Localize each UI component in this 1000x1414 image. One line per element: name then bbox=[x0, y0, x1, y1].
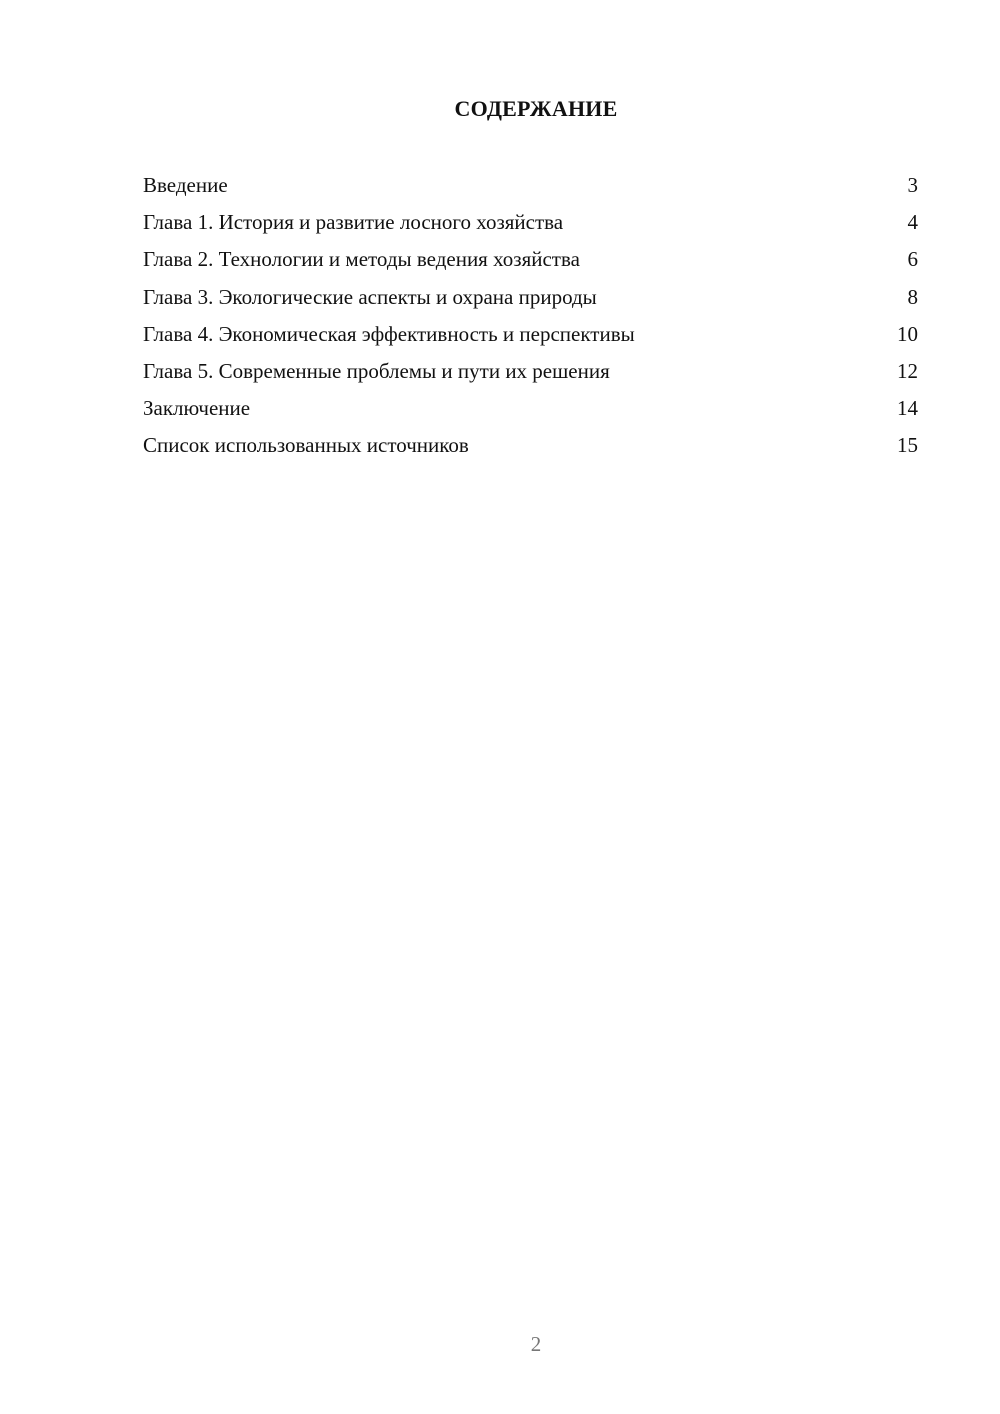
toc-entry-chapter-3 bbox=[143, 282, 918, 319]
toc-entry-chapter-2 bbox=[143, 244, 918, 281]
toc-entry-page: 8 bbox=[907, 284, 918, 309]
toc-entry-page: 6 bbox=[907, 247, 918, 272]
toc-entry-page: 3 bbox=[907, 173, 918, 197]
toc-entry-label: Список использованных источников bbox=[143, 433, 469, 458]
toc-entry-chapter-1 bbox=[143, 207, 918, 244]
table-of-contents bbox=[143, 170, 918, 468]
toc-entry-page: 14 bbox=[897, 396, 918, 421]
toc-entry-conclusion bbox=[143, 393, 918, 430]
toc-entry-chapter-4 bbox=[143, 319, 918, 356]
toc-entry-label: Глава 3. Экологические аспекты и охрана природы bbox=[143, 284, 597, 309]
toc-entry-introduction bbox=[143, 170, 918, 207]
toc-entry-page: 15 bbox=[897, 433, 918, 458]
toc-entry-label: Глава 1. История и развитие лосного хозяйства bbox=[143, 210, 564, 235]
toc-entry-references bbox=[143, 430, 918, 467]
page-number: 2 bbox=[530, 1332, 542, 1356]
toc-entry-page: 10 bbox=[897, 321, 918, 346]
toc-entry-page: 12 bbox=[897, 358, 918, 383]
toc-entry-chapter-5 bbox=[143, 356, 918, 393]
toc-entry-label: Введение bbox=[143, 173, 228, 197]
toc-entry-label: Глава 5. Современные проблемы и пути их решения bbox=[143, 358, 610, 383]
toc-entry-label: Заключение bbox=[143, 396, 251, 421]
toc-entry-label: Глава 4. Экономическая эффективность и перспективы bbox=[143, 321, 635, 346]
page-title: СОДЕРЖАНИЕ bbox=[454, 96, 618, 121]
toc-entry-page: 4 bbox=[907, 210, 918, 235]
toc-entry-label: Глава 2. Технологии и методы ведения хозяйства bbox=[143, 247, 580, 272]
